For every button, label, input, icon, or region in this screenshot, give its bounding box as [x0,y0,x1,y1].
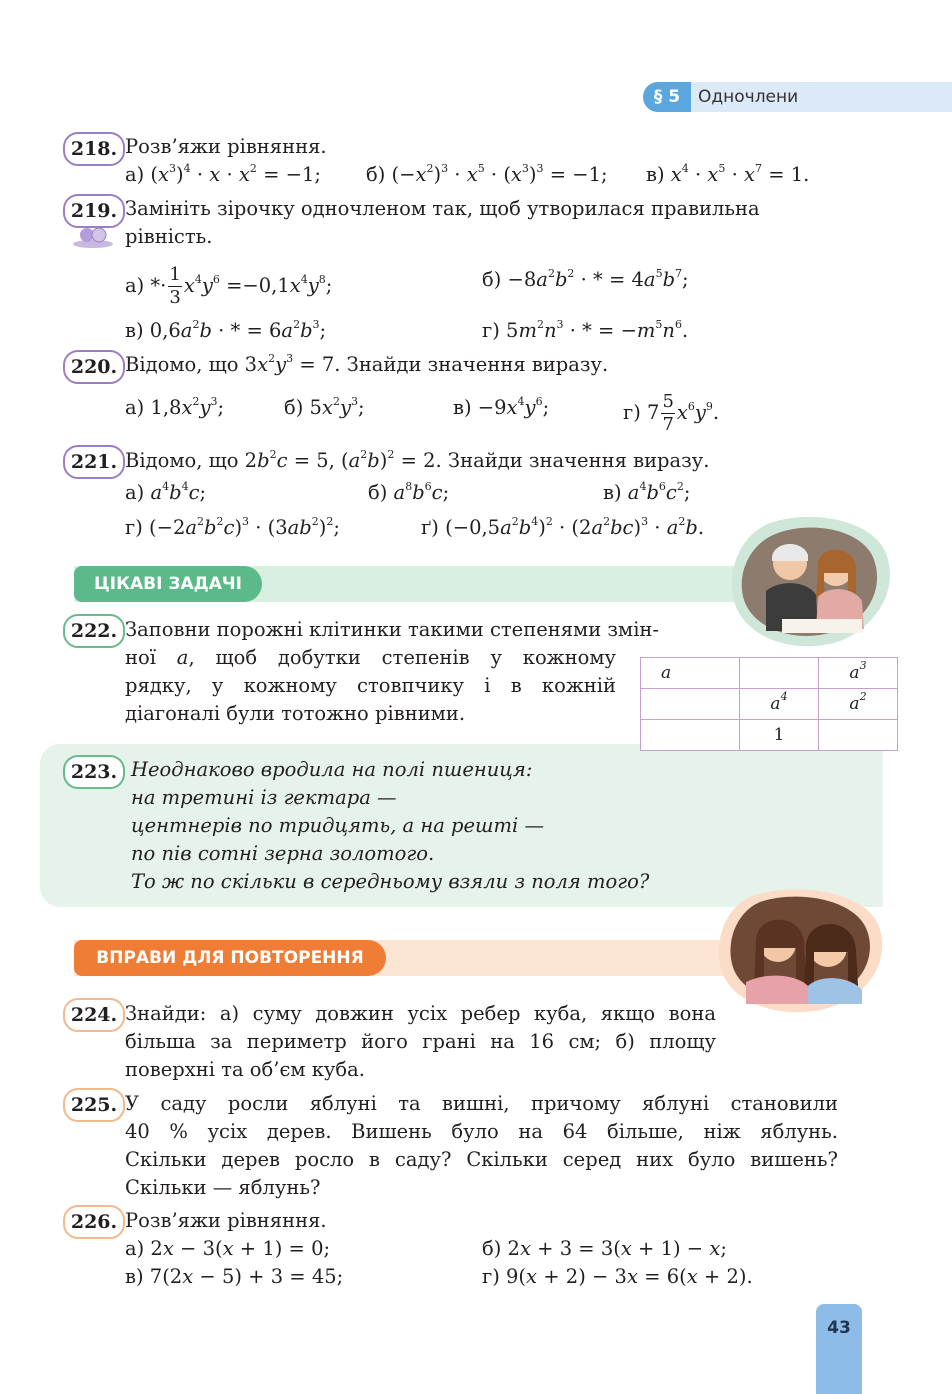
poem-line: на третині із гектара — [131,786,397,809]
grid-cell: a [641,658,740,689]
exercise-text: ної a, щоб добутки степенів у кожному [125,646,616,669]
poem-line: Неоднаково вродила на полі пшениця: [131,758,533,781]
exercise-text: більша за периметр його грані на 16 см; б) площу [125,1030,716,1053]
exercise-part: в) $0,6a^2b$ · * = $6a^2b^3$; [125,318,327,342]
grid-cell[interactable] [641,689,740,720]
students-photo [730,515,895,654]
exercise-part: а) $(x^3)^4 \cdot x \cdot x^2 = -1$; [125,162,321,186]
exercise-part: а) $a^4b^4c$; [125,480,207,504]
exercise-number: 221. [63,445,125,479]
exercise-text: Розв’яжи рівняння. [125,135,327,158]
exercise-text: Відомо, що $2b^2c = 5$, $(a^2b)^2 = 2$. Знайди значення виразу. [125,448,710,472]
exercise-part: в) $a^4b^6c^2$; [603,480,691,504]
exercise-part: в) $x^4 \cdot x^5 \cdot x^7 = 1$. [646,162,810,186]
section-badge: § 5 [643,82,691,112]
exercise-text: Скільки — яблунь? [125,1176,321,1199]
exercise-text: Розв’яжи рівняння. [125,1209,327,1232]
poem-line: центнерів по тридцять, а на решті — [131,814,544,837]
exercise-part: б) $a^8b^6c$; [368,480,450,504]
section-banner: ЦІКАВІ ЗАДАЧІ [74,566,262,602]
grid-cell: $a^2$ [819,689,898,720]
exercise-part: а) $1,8x^2y^3$; [125,395,225,419]
exercise-number: 222. [63,614,125,648]
exercise-part: а) 2x − 3(x + 1) = 0; [125,1237,331,1260]
exercise-text: У саду росли яблуні та вишні, причому яблуні становили [125,1092,838,1115]
exercise-part: $в) -9x^4y^6$; [453,395,550,419]
pair-work-icon [72,226,114,252]
exercise-number: 224. [63,998,125,1032]
exercise-text: Замініть зірочку одночленом так, щоб утворилася правильна [125,197,760,220]
exercise-number: 223. [63,755,125,789]
exercise-text: Знайди: а) суму довжин усіх ребер куба, якщо вона [125,1002,716,1025]
exercise-part: г) $(-2a^2b^2c)^3 \cdot (3ab^2)^2$; [125,515,340,539]
fraction: $\frac{1}{3}$ [169,264,181,308]
exercise-text: діагоналі були тотожно рівними. [125,702,466,725]
page-number: 43 [816,1304,862,1394]
exercise-number: 225. [63,1088,125,1122]
exercise-part: в) 7(2x − 5) + 3 = 45; [125,1265,344,1288]
exercise-text: Скільки дерев росло в саду? Скільки серед них було вишень? [125,1148,838,1171]
poem-line: То ж по скільки в середньому взяли з поля того? [131,870,650,893]
exercise-part: ґ) $(-0,5a^2b^4)^2 \cdot (2a^2bc)^3 \cdot a^2b$. [421,515,705,539]
section-title: Одночлени [698,87,799,107]
grid-cell: $a^3$ [819,658,898,689]
girls-photo [716,886,886,1020]
grid-cell[interactable] [641,720,740,751]
exercise-part: г) 7 $\frac{5}{7}$ $x^6y^9$. [623,391,720,435]
exercise-part: г) $5m^2n^3$ · * = $-m^5n^6$. [482,318,689,342]
exercise-text: 40 % усіх дерев. Вишень було на 64 більше, ніж яблунь. [125,1120,838,1143]
exercise-part: б) $(-x^2)^3 \cdot x^5 \cdot (x^3)^3 = -1$; [366,162,608,186]
exercise-number: 226. [63,1205,125,1239]
exercise-number: 219. [63,194,125,228]
fraction: $\frac{5}{7}$ [662,391,674,435]
exercise-text: Відомо, що $3x^2y^3 = 7$. Знайди значення виразу. [125,352,609,376]
magic-square-grid [640,657,898,751]
poem-line: по пів сотні зерна золотого. [131,842,435,865]
grid-cell: $a^4$ [740,689,819,720]
exercise-number: 220. [63,350,125,384]
exercise-part: $б) -8a^2b^2$ · * = $4a^5b^7$; [482,267,689,291]
exercise-text: рівність. [125,225,213,248]
exercise-part: б) 2x + 3 = 3(x + 1) − x; [482,1237,727,1260]
exercise-part: б) $5x^2y^3$; [284,395,365,419]
exercise-text: рядку, у кожному стовпчику і в кожній [125,674,616,697]
grid-cell: 1 [740,720,819,751]
exercise-part: г) 9(x + 2) − 3x = 6(x + 2). [482,1265,753,1288]
grid-cell[interactable] [740,658,819,689]
exercise-text: Заповни порожні клітинки такими степенями змін- [125,618,660,641]
grid-cell[interactable] [819,720,898,751]
section-banner: ВПРАВИ ДЛЯ ПОВТОРЕННЯ [74,940,386,976]
exercise-text: поверхні та об’єм куба. [125,1058,365,1081]
exercise-number: 218. [63,132,125,166]
exercise-part: а) *· $\frac{1}{3}$ $x^4y^6 =-0,1x^4y^8$; [125,264,333,308]
